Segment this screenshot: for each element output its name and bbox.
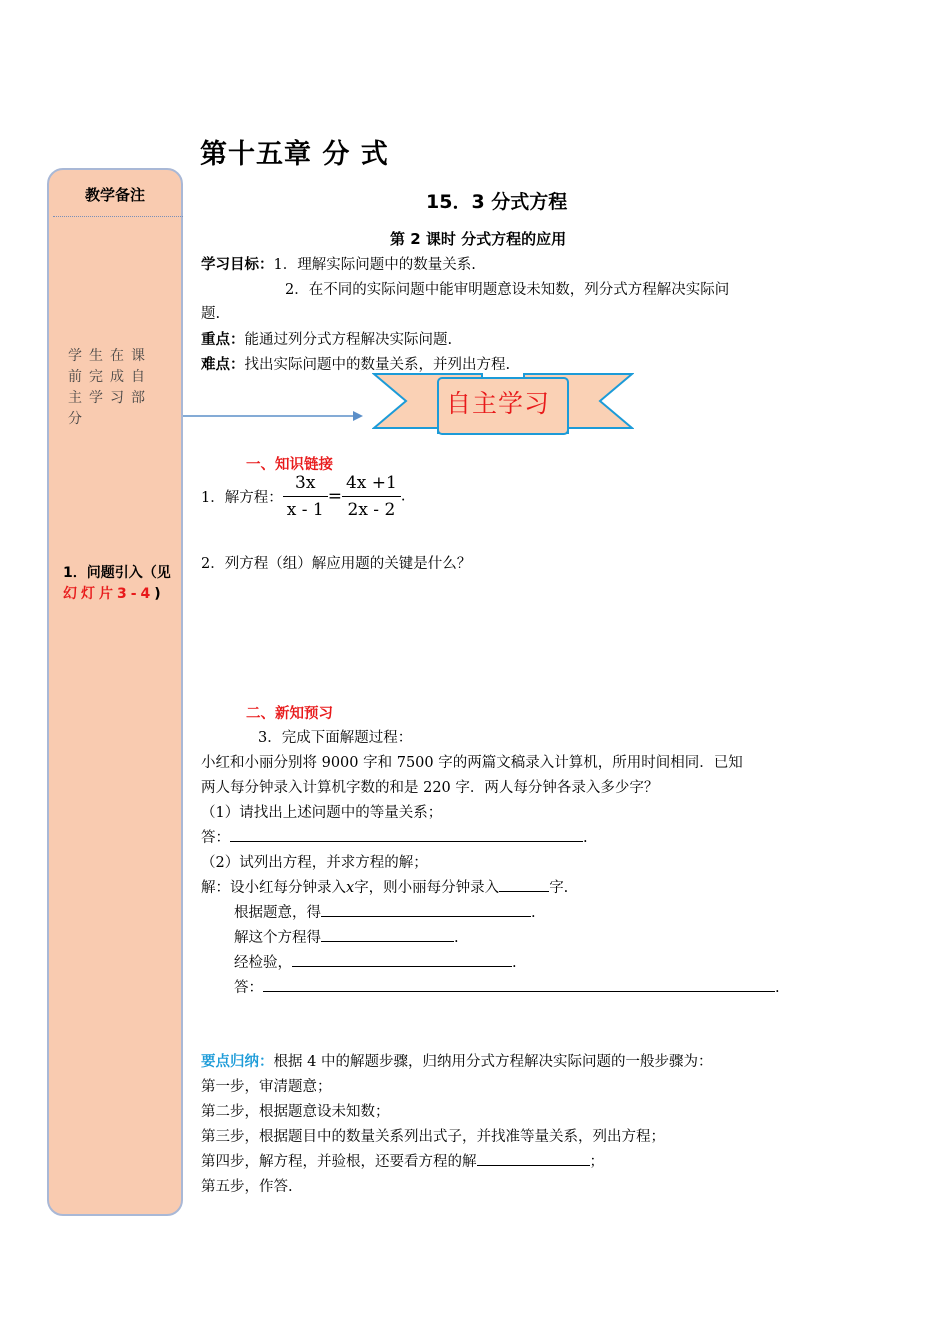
goals-line-1 bbox=[201, 253, 476, 274]
step-4-blank[interactable] bbox=[263, 977, 775, 992]
lesson-title: 第 2 课时 分式方程的应用 bbox=[390, 230, 567, 248]
q1-prefix: 1．解方程： bbox=[201, 490, 283, 506]
q1-end: . bbox=[400, 488, 406, 505]
q1-rhs-fraction bbox=[342, 473, 401, 520]
summary-step-5: 第五步，作答. bbox=[201, 1179, 293, 1195]
summary-label: 要点归纳： bbox=[201, 1054, 274, 1070]
part1-title: 一、知识链接 bbox=[246, 457, 333, 473]
step-3-blank[interactable] bbox=[292, 952, 512, 967]
q1-lhs-denominator: x - 1 bbox=[283, 496, 328, 520]
q1-rhs-denominator: 2x - 2 bbox=[342, 496, 401, 520]
difficulty-label: 难点： bbox=[201, 356, 245, 373]
summary-intro-text: 根据 4 中的解题步骤，归纳用分式方程解决实际问题的一般步骤为： bbox=[273, 1054, 713, 1070]
goal-2a: 2．在不同的实际问题中能审明题意设未知数，列分式方程解决实际问 bbox=[285, 282, 730, 298]
step-3-label: 经检验， bbox=[234, 955, 292, 971]
step-4 bbox=[234, 976, 780, 997]
arrow-icon bbox=[183, 408, 368, 424]
goal-1: 1．理解实际问题中的数量关系. bbox=[273, 257, 476, 273]
summary-step-4-text: 第四步，解方程，并验根，还要看方程的解 bbox=[201, 1154, 477, 1170]
answer-1-blank[interactable] bbox=[230, 827, 583, 842]
sidebar-note-intro-suffix: ) bbox=[154, 586, 161, 602]
sidebar-divider bbox=[53, 216, 183, 217]
step-1-label: 根据题意，得 bbox=[234, 905, 321, 921]
difficulty-text: 找出实际问题中的数量关系，并列出方程. bbox=[244, 357, 511, 373]
problem-line-1: 小红和小丽分别将 9000 字和 7500 字的两篇文稿录入计算机，所用时间相同．已知 bbox=[201, 755, 743, 771]
step-2-label: 解这个方程得 bbox=[234, 930, 321, 946]
summary-step-1: 第一步，审清题意； bbox=[201, 1079, 332, 1095]
teaching-notes-sidebar bbox=[47, 168, 183, 1216]
section-title: 15．3 分式方程 bbox=[426, 191, 568, 213]
step-1-blank[interactable] bbox=[321, 902, 531, 917]
goals-label: 学习目标： bbox=[201, 256, 274, 273]
part2-title: 二、新知预习 bbox=[246, 706, 333, 722]
problem-line-2: 两人每分钟录入计算机字数的和是 220 字．两人每分钟各录入多少字？ bbox=[201, 780, 659, 796]
key-point-label: 重点： bbox=[201, 331, 245, 348]
q1-rhs-numerator: 4x +1 bbox=[345, 473, 397, 493]
solution-line bbox=[201, 876, 568, 897]
sidebar-note-intro bbox=[63, 563, 173, 605]
step-4-label: 答： bbox=[234, 980, 263, 996]
sidebar-note-intro-prefix: 1．问题引入（见 bbox=[63, 565, 171, 581]
sidebar-note-self-study: 学生在课前完成自主学习部分 bbox=[68, 348, 152, 427]
solution-variable: x bbox=[346, 880, 355, 896]
step-3 bbox=[234, 951, 517, 972]
key-point-text: 能通过列分式方程解决实际问题. bbox=[244, 332, 453, 348]
sidebar-note-slides: 幻灯片3-4 bbox=[63, 586, 155, 602]
step-3-period: . bbox=[512, 955, 517, 971]
goal-2b: 题. bbox=[201, 306, 221, 322]
sub-question-2: （2）试列出方程，并求方程的解； bbox=[201, 855, 428, 871]
solution-b: 字，则小丽每分钟录入 bbox=[354, 880, 500, 896]
summary-step-3: 第三步，根据题目中的数量关系列出式子，并找准等量关系，列出方程； bbox=[201, 1129, 665, 1145]
q1-equals: = bbox=[327, 486, 342, 507]
step-2-blank[interactable] bbox=[321, 927, 454, 942]
question-2: 2．列方程（组）解应用题的关键是什么？ bbox=[201, 556, 472, 572]
key-point bbox=[201, 328, 452, 349]
q1-lhs-fraction bbox=[283, 473, 328, 520]
summary-step-4-blank[interactable] bbox=[477, 1151, 590, 1166]
sub-question-1: （1）请找出上述问题中的等量关系； bbox=[201, 805, 443, 821]
step-1-period: . bbox=[531, 905, 536, 921]
answer-1 bbox=[201, 826, 588, 847]
solution-c: 字. bbox=[549, 880, 569, 896]
question-1 bbox=[201, 473, 405, 520]
solution-a: 解：设小红每分钟录入 bbox=[201, 880, 346, 896]
step-2-period: . bbox=[454, 930, 459, 946]
step-1 bbox=[234, 901, 536, 922]
answer-1-period: . bbox=[583, 830, 588, 846]
summary-step-4-end: ； bbox=[589, 1154, 604, 1170]
ribbon-text: 自主学习 bbox=[446, 389, 551, 418]
sidebar-title: 教学备注 bbox=[84, 186, 145, 204]
step-4-period: . bbox=[775, 980, 780, 996]
solution-blank[interactable] bbox=[499, 877, 549, 892]
question-3: 3．完成下面解题过程： bbox=[258, 730, 413, 746]
summary-intro bbox=[201, 1050, 712, 1071]
chapter-title: 第十五章 分 式 bbox=[200, 139, 389, 170]
answer-1-label: 答： bbox=[201, 830, 230, 846]
q1-lhs-numerator: 3x bbox=[295, 473, 316, 493]
summary-step-4 bbox=[201, 1150, 604, 1171]
step-2 bbox=[234, 926, 459, 947]
summary-step-2: 第二步，根据题意设未知数； bbox=[201, 1104, 390, 1120]
